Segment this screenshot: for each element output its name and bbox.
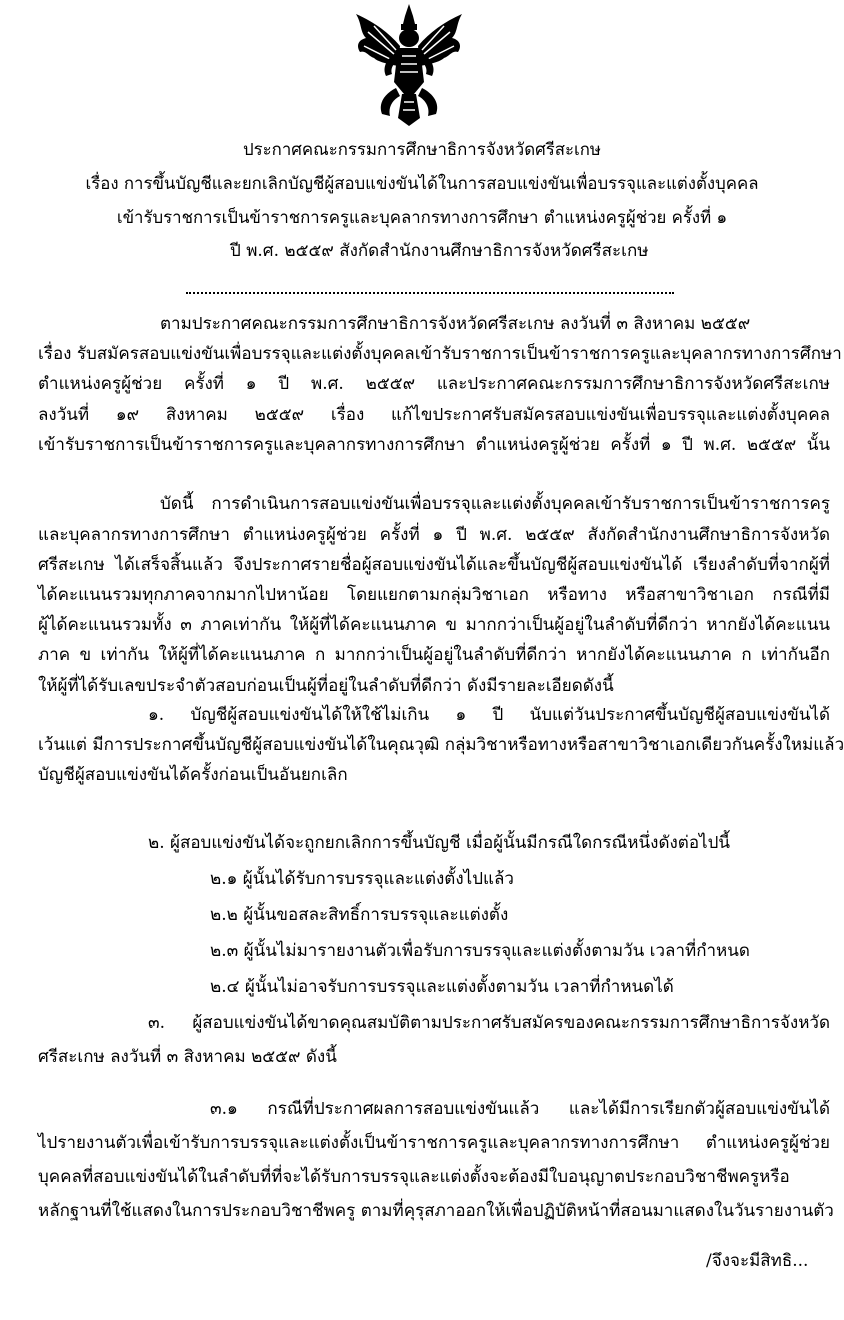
item3-1-line: หลักฐานที่ใช้แสดงในการประกอบวิชาชีพครู ตามที่คุรุสภาออกให้เพื่อปฏิบัติหน้าที่สอนมาแสดงในวันรายงานตัว	[38, 1201, 834, 1221]
separator-dotted-line	[186, 292, 674, 294]
item2-sub-line: ๒.๒ ผู้นั้นขอสละสิทธิ์การบรรจุและแต่งตั้ง	[210, 905, 509, 925]
para2-line: บัดนี้ การดำเนินการสอบแข่งขันเพื่อบรรจุและแต่งตั้งบุคคลเข้ารับราชการเป็นข้าราชการครู	[160, 494, 830, 514]
item3-line: ๓. ผู้สอบแข่งขันได้ขาดคุณสมบัติตามประกาศรับสมัครของคณะกรรมการศึกษาธิการจังหวัด	[148, 1013, 830, 1033]
para2-line: ผู้ได้คะแนนรวมทั้ง ๓ ภาคเท่ากัน ให้ผู้ที่ได้คะแนนภาค ข มากกว่าเป็นผู้อยู่ในลำดับที่ดีกว่า หากยังได้คะแนน	[38, 615, 830, 635]
subject-line-3: ปี พ.ศ. ๒๕๕๙ สังกัดสำนักงานศึกษาธิการจังหวัดศรีสะเกษ	[230, 241, 649, 261]
garuda-emblem-icon	[348, 2, 470, 128]
para1-line: เข้ารับราชการเป็นข้าราชการครูและบุคลากรทางการศึกษา ตำแหน่งครูผู้ช่วย ครั้งที่ ๑ ปี พ.ศ. ๒๕๕๙ นั้น	[38, 435, 830, 455]
item3-1-line: บุคคลที่สอบแข่งขันได้ในลำดับที่ที่จะได้รับการบรรจุและแต่งตั้งจะต้องมีใบอนุญาตประกอบวิชาชีพครูหรือ	[38, 1167, 790, 1187]
para2-line: ให้ผู้ที่ได้รับเลขประจำตัวสอบก่อนเป็นผู้ที่อยู่ในลำดับที่ดีกว่า ดังมีรายละเอียดดังนี้	[38, 676, 614, 696]
continuation-note: /จึงจะมีสิทธิ...	[706, 1251, 809, 1271]
item2-sub-line: ๒.๑ ผู้นั้นได้รับการบรรจุและแต่งตั้งไปแล้ว	[210, 869, 514, 889]
item3-1-line: ๓.๑ กรณีที่ประกาศผลการสอบแข่งขันแล้ว และได้มีการเรียกตัวผู้สอบแข่งขันได้	[210, 1099, 830, 1119]
subject-line-1: เรื่อง การขึ้นบัญชีและยกเลิกบัญชีผู้สอบแข่งขันได้ในการสอบแข่งขันเพื่อบรรจุและแต่งตั้งบุคคล	[85, 173, 759, 193]
para1-line: ลงวันที่ ๑๙ สิงหาคม ๒๕๕๙ เรื่อง แก้ไขประกาศรับสมัครสอบแข่งขันเพื่อบรรจุและแต่งตั้งบุคคล	[38, 405, 830, 425]
item3-line: ศรีสะเกษ ลงวันที่ ๓ สิงหาคม ๒๕๕๙ ดังนี้	[38, 1047, 337, 1067]
item3-1-line: ไปรายงานตัวเพื่อเข้ารับการบรรจุและแต่งตั้งเป็นข้าราชการครูและบุคลากรทางการศึกษา ตำแหน่งครูผู้ช่วย	[38, 1133, 830, 1153]
para2-line: ศรีสะเกษ ได้เสร็จสิ้นแล้ว จึงประกาศรายชื่อผู้สอบแข่งขันได้และขึ้นบัญชีผู้สอบแข่งขันได้ เรียงลำดับที่จากผู้ที่	[38, 555, 830, 575]
item1-line: ๑. บัญชีผู้สอบแข่งขันได้ให้ใช้ไม่เกิน ๑ ปี นับแต่วันประกาศขึ้นบัญชีผู้สอบแข่งขันได้	[148, 705, 830, 725]
subject-line-2: เข้ารับราชการเป็นข้าราชการครูและบุคลากรทางการศึกษา ตำแหน่งครูผู้ช่วย ครั้งที่ ๑	[116, 207, 728, 227]
para1-line: ตำแหน่งครูผู้ช่วย ครั้งที่ ๑ ปี พ.ศ. ๒๕๕๙ และประกาศคณะกรรมการศึกษาธิการจังหวัดศรีสะเกษ	[38, 374, 830, 394]
item1-line: บัญชีผู้สอบแข่งขันได้ครั้งก่อนเป็นอันยกเลิก	[38, 765, 348, 785]
para1-line: เรื่อง รับสมัครสอบแข่งขันเพื่อบรรจุและแต่งตั้งบุคคลเข้ารับราชการเป็นข้าราชการครูและบุคลากรทางการศึกษา	[38, 344, 842, 364]
para2-line: และบุคลากรทางการศึกษา ตำแหน่งครูผู้ช่วย ครั้งที่ ๑ ปี พ.ศ. ๒๕๕๙ สังกัดสำนักงานศึกษาธิการจังหวัด	[38, 525, 830, 545]
para2-line: ภาค ข เท่ากัน ให้ผู้ที่ได้คะแนนภาค ก มากกว่าเป็นผู้อยู่ในลำดับที่ดีกว่า หากยังได้คะแนนภาค ก เท่ากันอีก	[38, 645, 830, 665]
para2-line: ได้คะแนนรวมทุกภาคจากมากไปหาน้อย โดยแยกตามกลุ่มวิชาเอก หรือทาง หรือสาขาวิชาเอก กรณีที่มี	[38, 585, 830, 605]
announcement-title: ประกาศคณะกรรมการศึกษาธิการจังหวัดศรีสะเกษ	[243, 139, 601, 159]
item1-line: เว้นแต่ มีการประกาศขึ้นบัญชีผู้สอบแข่งขันได้ในคุณวุฒิ กลุ่มวิชาหรือทางหรือสาขาวิชาเอกเดียวกันครั้งใหม่แล้ว	[38, 735, 844, 755]
para1-line: ตามประกาศคณะกรรมการศึกษาธิการจังหวัดศรีสะเกษ ลงวันที่ ๓ สิงหาคม ๒๕๕๙	[160, 314, 751, 334]
item2-sub-line: ๒.๓ ผู้นั้นไม่มารายงานตัวเพื่อรับการบรรจุและแต่งตั้งตามวัน เวลาที่กำหนด	[210, 941, 750, 961]
item2-line: ๒. ผู้สอบแข่งขันได้จะถูกยกเลิกการขึ้นบัญชี เมื่อผู้นั้นมีกรณีใดกรณีหนึ่งดังต่อไปนี้	[148, 833, 730, 853]
item2-sub-line: ๒.๔ ผู้นั้นไม่อาจรับการบรรจุและแต่งตั้งตามวัน เวลาที่กำหนดได้	[210, 977, 674, 997]
